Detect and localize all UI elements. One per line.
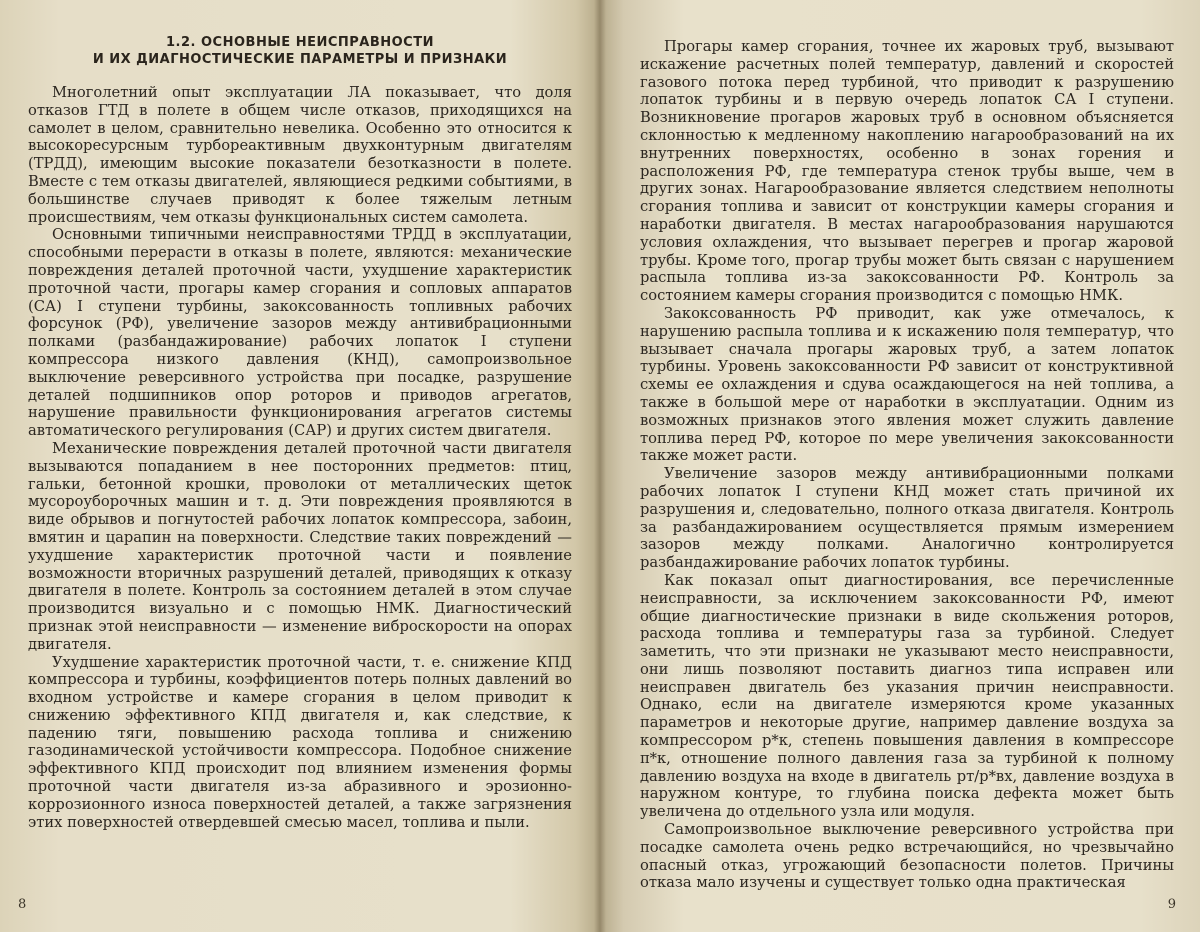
paragraph: Закоксованность РФ приводит, как уже отмечалось, к нарушению распыла топлива и к искажению поля температур, что вызывает сначала прогары жаровых труб, а затем лопаток турбины. Уровень закоксованности РФ зависит от конструктивной схемы ее охлаждения и сдува осаждающегося на ней топлива, а также в большой мере от наработки в эксплуатации. Одним из возможных признаков этого явления может служить давление топлива перед РФ, которое по мере увеличения закоксованности также может расти. (640, 304, 1174, 465)
paragraph: Прогары камер сгорания, точнее их жаровых труб, вызывают искажение расчетных полей температур, давлений и скоростей газового потока перед турбиной, что приводит к разрушению лопаток турбины и в первую очередь лопаток СА I ступени. Возникновение прогаров жаровых труб в основном объясняется склонностью к медленному накоплению нагарообразований на их внутренних поверхностях, особенно в зонах горения и расположения РФ, где температура стенок трубы выше, чем в других зонах. Нагарообразование является следствием неполноты сгорания топлива и зависит от конструкции камеры сгорания и наработки двигателя. В местах нагарообразования нарушаются условия охлаждения, что вызывает перегрев и прогар жаровой трубы. Кроме того, прогар трубы может быть связан с нарушением распыла топлива из-за закоксованности РФ. Контроль за состоянием камеры сгорания производится с помощью НМК. (640, 38, 1174, 305)
paragraph: Как показал опыт диагностирования, все перечисленные неисправности, за исключением закоксованности РФ, имеют общие диагностические признаки в виде скольжения роторов, расхода топлива и температуры газа за турбиной. Следует заметить, что эти признаки не указывают место неисправности, они лишь позволяют поставить диагноз типа исправен или неисправен двигатель без указания причин неисправности. Однако, если на двигателе измеряются кроме указанных параметров и некоторые другие, например давление воздуха за компрессором p*к, степень повышения давления в компрессоре π*к, отношение полного давления газа за турбиной к полному давлению воздуха на входе в двигатель pт/p*вх, давление воздуха в наружном контуре, то глубина поиска дефекта может быть увеличена до отдельного узла или модуля. (640, 571, 1174, 821)
paragraph: Самопроизвольное выключение реверсивного устройства при посадке самолета очень редко встречающийся, но чрезвычайно опасный отказ, угрожающий безопасности полетов. Причины отказа мало изучены и существует только одна практическая (640, 821, 1174, 892)
section-heading (28, 34, 572, 68)
page-number: 9 (1167, 897, 1176, 912)
right-page (600, 0, 1200, 932)
paragraph: Многолетний опыт эксплуатации ЛА показывает, что доля отказов ГТД в полете в общем числе отказов, приходящихся на самолет в целом, сравнительно невелика. Особенно это относится к высокоресурсным турбореактивным двухконтурным двигателям (ТРДД), имеющим высокие показатели безотказности в полете. Вместе с тем отказы двигателей, являющиеся редкими событиями, в большинстве случаев приводят к более тяжелым летным происшествиям, чем отказы функциональных систем самолета. (28, 84, 572, 226)
paragraph: Основными типичными неисправностями ТРДД в эксплуатации, способными перерасти в отказы в полете, являются: механические повреждения деталей проточной части, ухудшение характеристик проточной части, прогары камер сгорания и сопловых аппаратов (СА) I ступени турбины, закоксованность топливных рабочих форсунок (РФ), увеличение зазоров между антивибрационными полками (разбандажирование) рабочих лопаток I ступени компрессора низкого давления (КНД), самопроизвольное выключение реверсивного устройства при посадке, разрушение деталей подшипников опор роторов и приводов агрегатов, нарушение правильности функционирования агрегатов системы автоматического регулирования (САР) и других систем двигателя. (28, 226, 572, 440)
book-gutter (594, 0, 606, 932)
page-number: 8 (18, 897, 27, 912)
paragraph: Увеличение зазоров между антивибрационными полками рабочих лопаток I ступени КНД может стать причиной их разрушения и, следовательно, полного отказа двигателя. Контроль за разбандажированием осуществляется прямым измерением зазоров между полками. Аналогично контролируется разбандажирование рабочих лопаток турбины. (640, 465, 1174, 572)
paragraph: Механические повреждения деталей проточной части двигателя вызываются попаданием в нее посторонних предметов: птиц, гальки, бетонной крошки, проволоки от металлических щеток мусороуборочных машин и т. д. Эти повреждения проявляются в виде обрывов и погнутостей рабочих лопаток компрессора, забоин, вмятин и царапин на поверхности. Следствие таких повреждений — ухудшение характеристик проточной части и появление возможности вторичных разрушений деталей, приводящих к отказу двигателя в полете. Контроль за состоянием деталей в этом случае производится визуально и с помощью НМК. Диагностический признак этой неисправности — изменение виброскорости на опорах двигателя. (28, 439, 572, 653)
heading-line-1: 1.2. ОСНОВНЫЕ НЕИСПРАВНОСТИ (166, 35, 434, 50)
paragraph: Ухудшение характеристик проточной части, т. е. снижение КПД компрессора и турбины, коэффициентов потерь полных давлений во входном устройстве и камере сгорания в целом приводит к снижению эффективного КПД двигателя и, как следствие, к падению тяги, повышению расхода топлива и снижению газодинамической устойчивости компрессора. Подобное снижение эффективного КПД происходит под влиянием изменения формы проточной части двигателя из-за абразивного и эрозионно-коррозионного износа поверхностей деталей, а также загрязнения этих поверхностей отвердевшей смесью масел, топлива и пыли. (28, 653, 572, 831)
heading-line-2: И ИХ ДИАГНОСТИЧЕСКИЕ ПАРАМЕТРЫ И ПРИЗНАКИ (92, 52, 508, 67)
